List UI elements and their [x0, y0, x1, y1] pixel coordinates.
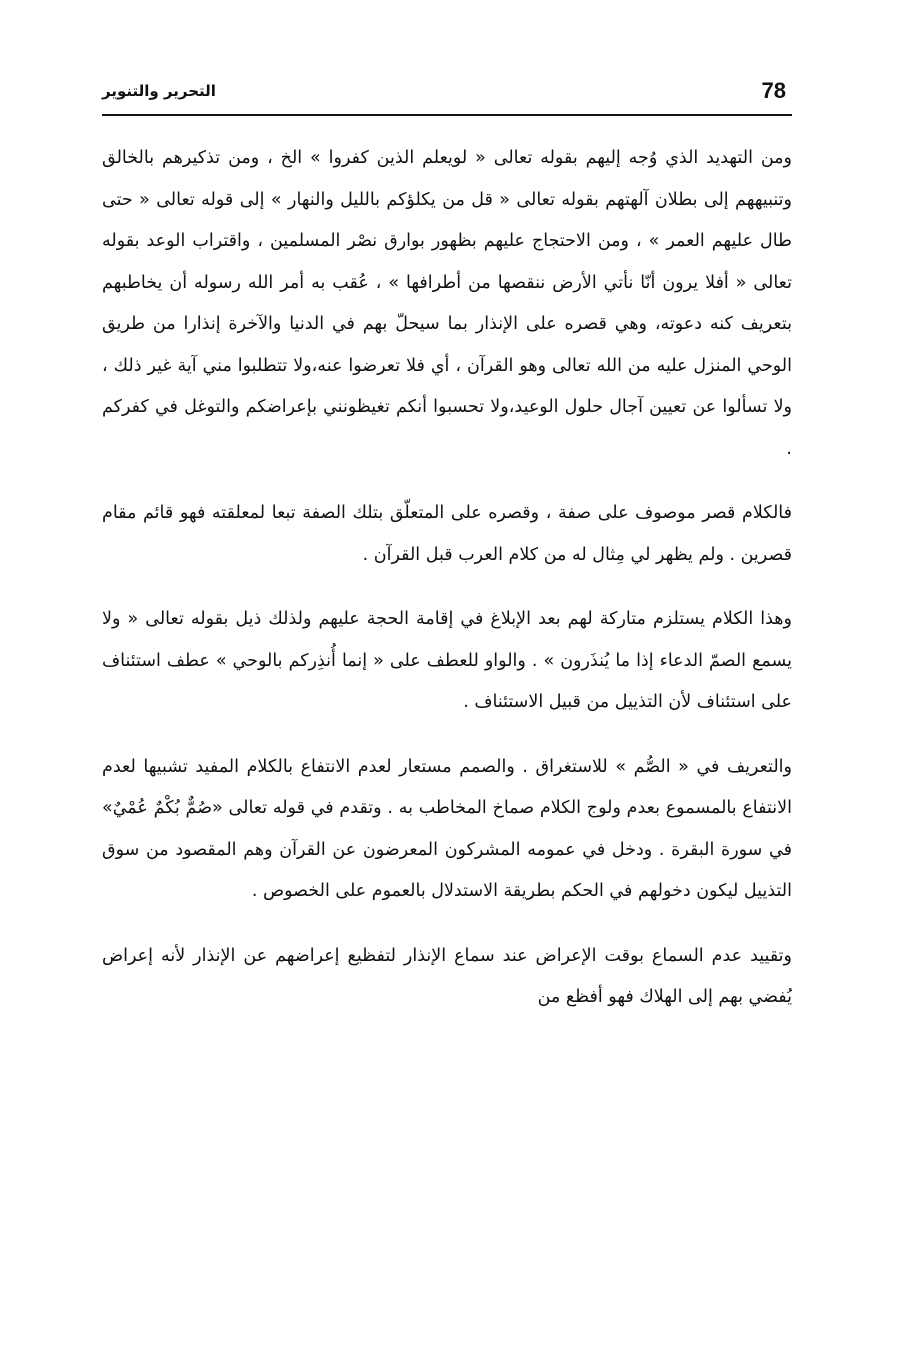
page-number: 78	[761, 78, 786, 103]
paragraph: ومن التهديد الذي وُجه إليهم بقوله تعالى « لويعلم الذين كفروا » الخ ، ومن تذكيرهم بالخالق وتنبيههم إلى بطلان آلهتهم بقوله تعالى « قل من يكلؤكم بالليل والنهار » إلى قوله تعالى « حتى طال عليهم العمر » ، ومن الاحتجاج عليهم بظهور بوارق نصْر المسلمين ، واقتراب الوعد بقوله تعالى « أفلا يرون أنّا نأتي الأرض ننقصها من أطرافها » ، عُقب به أمر الله رسوله أن يخاطبهم بتعريف كنه دعوته، وهي قصره على الإنذار بما سيحلّ بهم في الدنيا والآخرة إنذارا من طريق الوحي المنزل عليه من الله تعالى وهو القرآن ، أي فلا تعرضوا عنه،ولا تتطلبوا مني آية غير ذلك ، ولا تسألوا عن تعيين آجال حلول الوعيد،ولا تحسبوا أنكم تغيظونني بإعراضكم والتوغل في كفركم .	[102, 148, 792, 459]
page-body	[102, 138, 792, 1019]
page-header	[102, 72, 792, 116]
running-title: التحرير والتنوير	[102, 82, 216, 100]
book-page	[102, 72, 792, 1312]
paragraph: وهذا الكلام يستلزم متاركة لهم بعد الإبلاغ في إقامة الحجة عليهم ولذلك ذيل بقوله تعالى « ولا يسمع الصمّ الدعاء إذا ما يُنذَرون » . والواو للعطف على « إنما أُنذِركم بالوحي » عطف استئناف على استئناف لأن التذييل من قبيل الاستئناف .	[102, 609, 792, 712]
paragraph: وتقييد عدم السماع بوقت الإعراض عند سماع الإنذار لتفظيع إعراضهم عن الإنذار لأنه إعراض يُفضي بهم إلى الهلاك فهو أفظع من	[102, 945, 792, 1007]
paragraph: فالكلام قصر موصوف على صفة ، وقصره على المتعلّق بتلك الصفة تبعا لمعلقته فهو قائم مقام قصرين . ولم يظهر لي مِثال له من كلام العرب قبل القرآن .	[102, 503, 792, 565]
paragraph: والتعريف في « الصُّم » للاستغراق . والصمم مستعار لعدم الانتفاع بالكلام المفيد تشبيها لعدم الانتفاع بالمسموع بعدم ولوج الكلام صماخ المخاطب به . وتقدم في قوله تعالى «صُمٌّ بُكْمٌ عُمْيٌ» في سورة البقرة . ودخل في عمومه المشركون المعرضون عن القرآن وهم المقصود من سوق التذييل ليكون دخولهم في الحكم بطريقة الاستدلال بالعموم على الخصوص .	[102, 756, 792, 901]
